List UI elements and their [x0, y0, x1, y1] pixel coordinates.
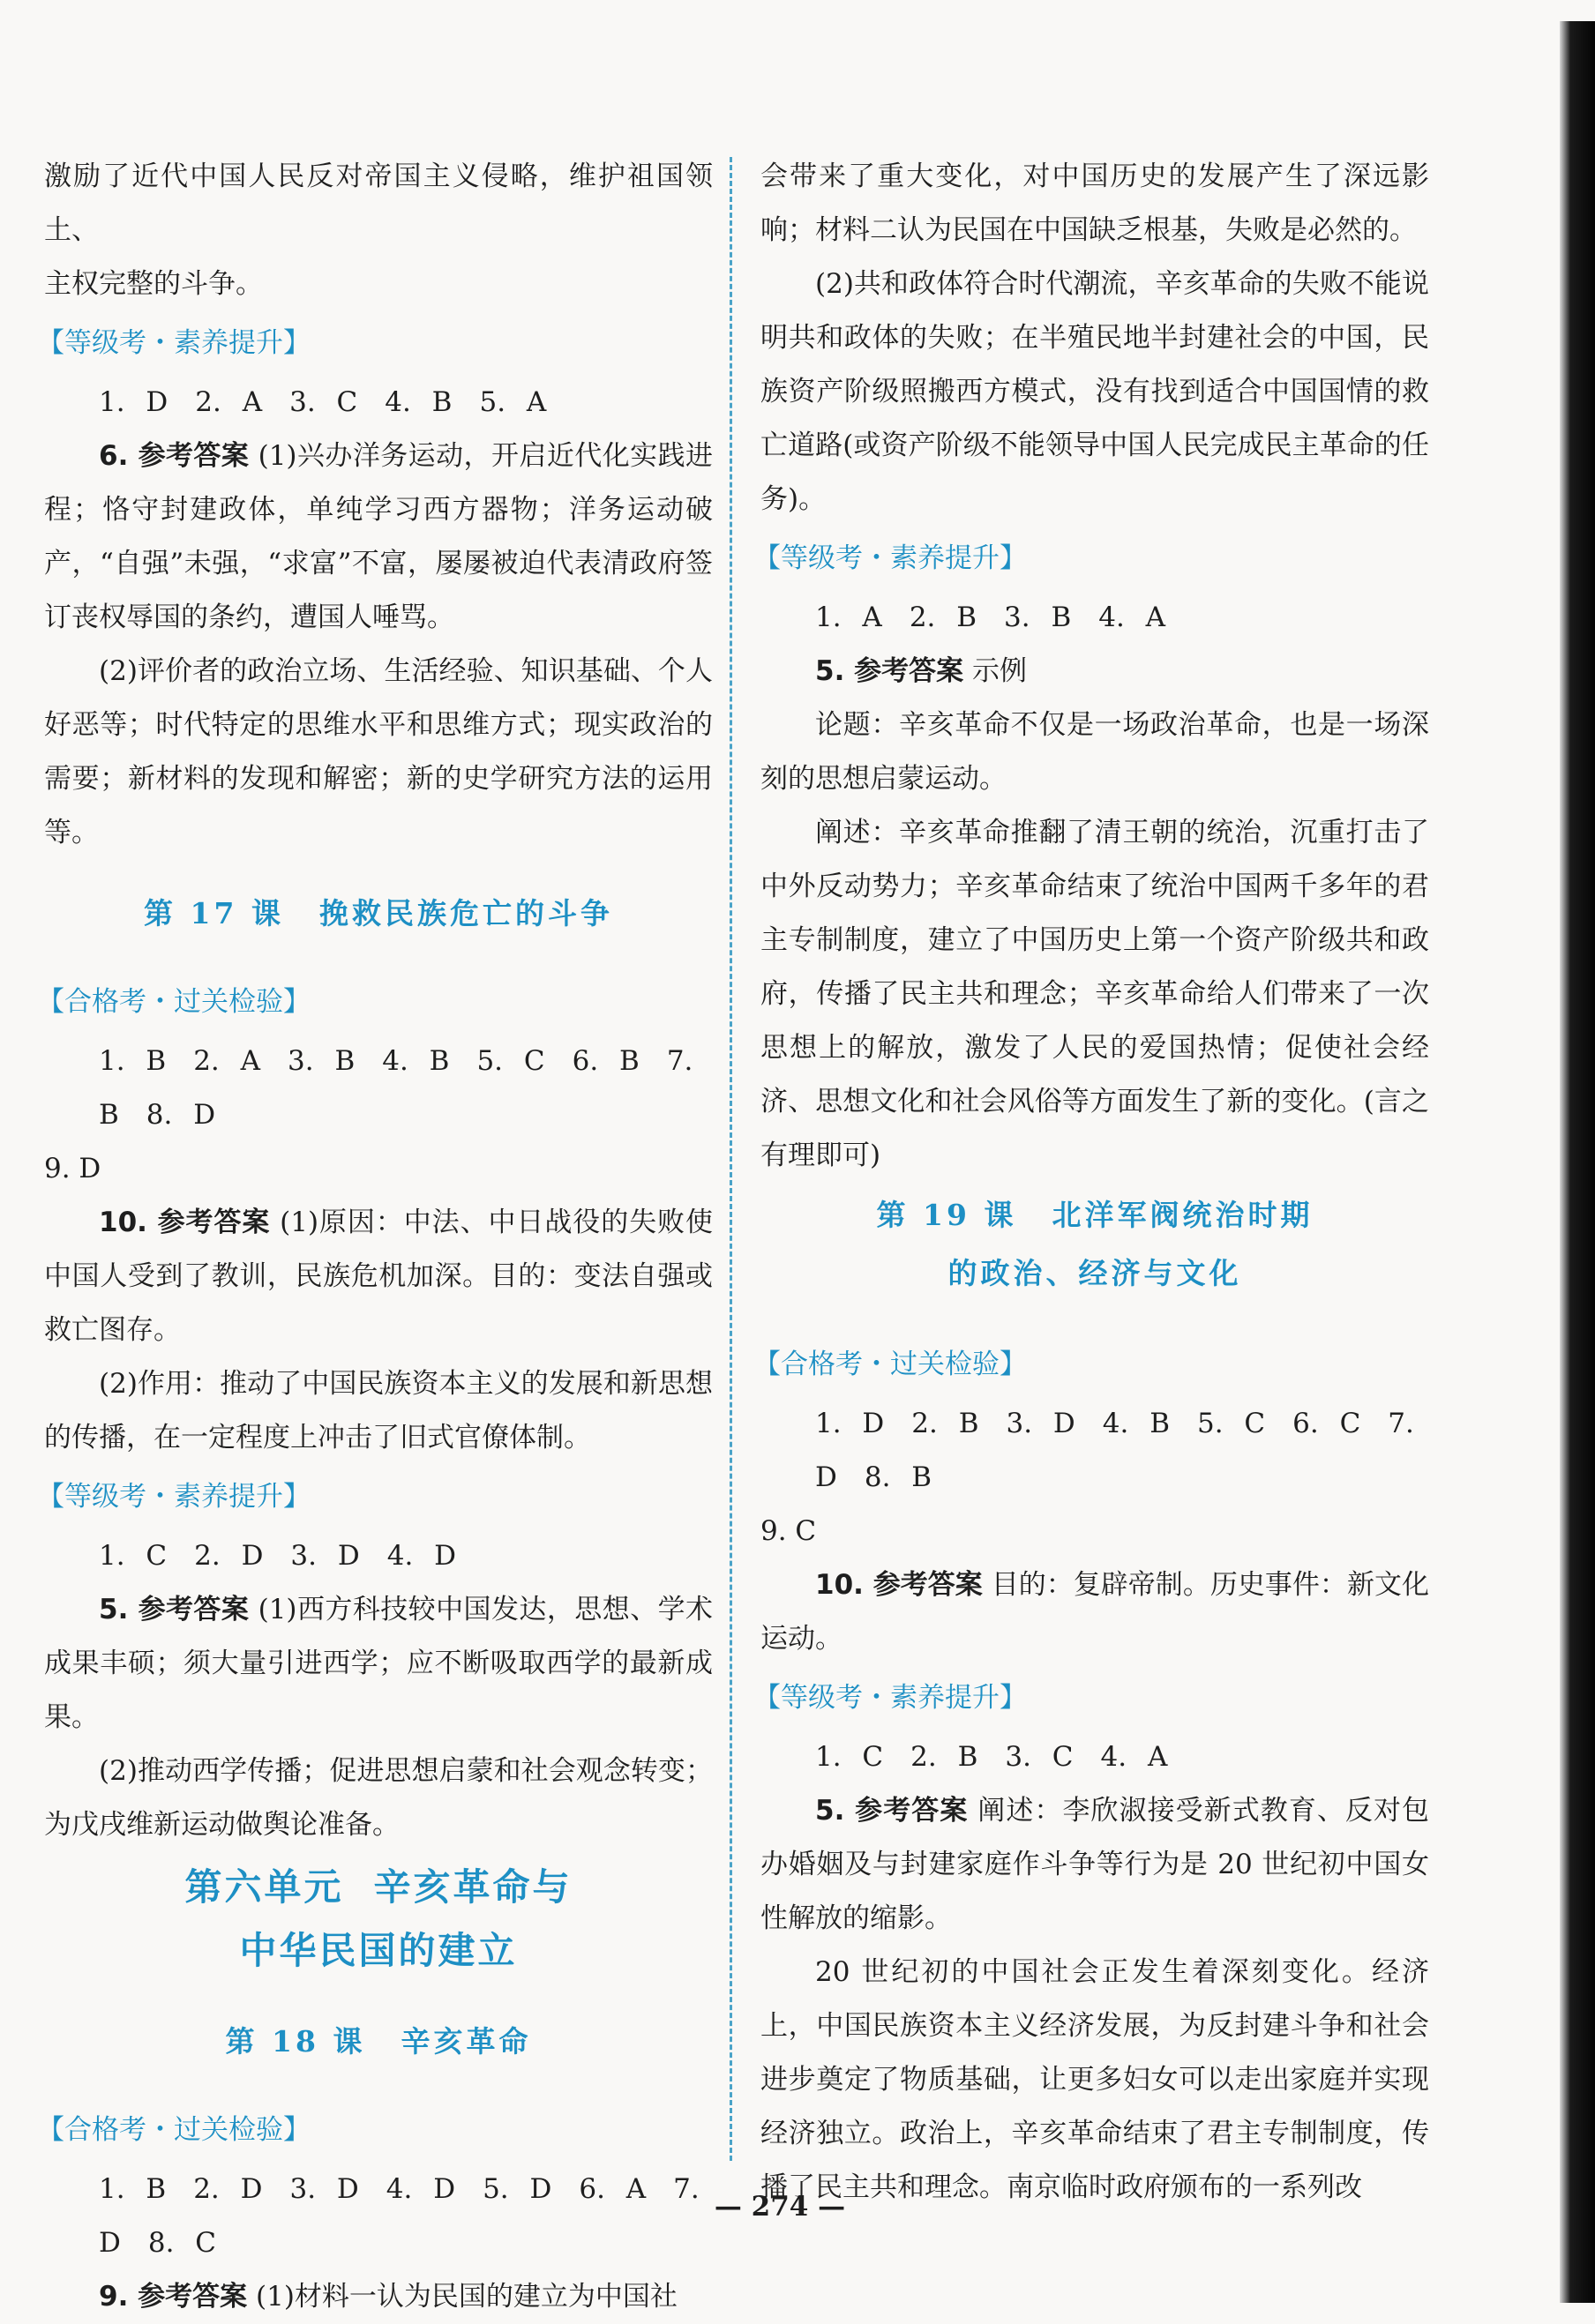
thesis-text: 论题：辛亥革命不仅是一场政治革命，也是一场深刻的思想启蒙运动。: [760, 709, 1429, 795]
q9-answer: 9. 参考答案 (1)材料一认为民国的建立为中国社: [99, 2281, 678, 2313]
section-tag-pass: 【合格考・过关检验】: [37, 2114, 311, 2146]
answer-line: 1. D 2. A 3. C 4. B 5. A: [99, 386, 547, 418]
answer-line: 1. C 2. B 3. C 4. A: [815, 1741, 1168, 1773]
scan-edge-shadow: [1560, 21, 1595, 2303]
answer-line-cont: 9. D: [44, 1153, 101, 1184]
answer-line: 1. C 2. D 3. D 4. D: [99, 1540, 457, 1572]
answer-line: 1. A 2. B 3. B 4. A: [815, 602, 1166, 633]
answer-line: 1. B 2. D 3. D 4. D 5. D 6. A 7. D 8. C: [99, 2173, 700, 2259]
answer-line: 1. D 2. B 3. D 4. B 5. C 6. C 7. D 8. B: [815, 1408, 1414, 1493]
intro-text: 激励了近代中国人民反对帝国主义侵略，维护祖国领土、 主权完整的斗争。: [44, 161, 713, 300]
q5-answer-part2: (2)推动西学传播；促进思想启蒙和社会观念转变；为戊戌维新运动做舆论准备。: [44, 1755, 713, 1841]
section-tag-grade: 【等级考・素养提升】: [37, 327, 311, 359]
answer-line: 1. B 2. A 3. B 4. B 5. C 6. B 7. B 8. D: [99, 1045, 693, 1131]
section-tag-pass: 【合格考・过关检验】: [753, 1349, 1027, 1380]
section-tag-grade: 【等级考・素养提升】: [753, 1682, 1027, 1714]
q10-answer: 10. 参考答案 目的：复辟帝制。历史事件：新文化运动。: [760, 1569, 1429, 1655]
lesson-19-heading: 第 19 课 北洋军阀统治时期 的政治、经济与文化: [876, 1198, 1314, 1290]
q6-answer-part2: (2)评价者的政治立场、生活经验、知识基础、个人好恶等；时代特定的思维水平和思维方式；现实政治的需要；新材料的发现和解密；新的史学研究方法的运用等。: [44, 655, 713, 848]
q5-answer: 5. 参考答案 (1)西方科技较中国发达，思想、学术成果丰硕；须大量引进西学；应不断吸取西学的最新成果。: [44, 1594, 714, 1733]
q9-answer-cont: 会带来了重大变化，对中国历史的发展产生了深远影响；材料二认为民国在中国缺乏根基，失败是必然的。: [760, 161, 1429, 246]
page-number: — 274 —: [714, 2191, 846, 2223]
final-paragraph: 20 世纪初的中国社会正发生着深刻变化。经济上，中国民族资本主义经济发展，为反封建斗争和社会进步奠定了物质基础，让更多妇女可以走出家庭并实现经济独立。政治上，辛亥革命结束了君主专制制度，传播了民主共和理念。南京临时政府颁布的一系列改: [760, 1956, 1429, 2203]
q6-answer: 6. 参考答案 (1)兴办洋务运动，开启近代化实践进程；恪守封建政体，单纯学习西方器物；洋务运动破产，“自强”未强，“求富”不富，屡屡被迫代表清政府签订丧权辱国的条约，遭国人唾骂。: [44, 440, 714, 633]
q9-answer-part2: (2)共和政体符合时代潮流，辛亥革命的失败不能说明共和政体的失败；在半殖民地半封建社会的中国，民族资产阶级照搬西方模式，没有找到适合中国国情的救亡道路(或资产阶级不能领导中国人民完成民主革命的任务)。: [760, 268, 1429, 515]
q10-answer-part2: (2)作用：推动了中国民族资本主义的发展和新思想的传播，在一定程度上冲击了旧式官僚体制。: [44, 1368, 713, 1453]
q10-answer: 10. 参考答案 (1)原因：中法、中日战役的失败使中国人受到了教训，民族危机加深。目的：变法自强或救亡图存。: [44, 1207, 713, 1346]
lesson-18-heading: 第 18 课 辛亥革命: [225, 2024, 532, 2059]
unit-6-heading: 第六单元 辛亥革命与 中华民国的建立: [184, 1865, 573, 1972]
q5-answer: 5. 参考答案 阐述：李欣淑接受新式教育、反对包办婚姻及与封建家庭作斗争等行为是 20 世纪初中国女性解放的缩影。: [760, 1795, 1430, 1934]
section-tag-pass: 【合格考・过关检验】: [37, 986, 311, 1018]
column-divider: [730, 157, 732, 2161]
answer-line-cont: 9. C: [760, 1515, 817, 1547]
q5-answer: 5. 参考答案 示例: [815, 655, 1027, 687]
argument-text: 阐述：辛亥革命推翻了清王朝的统治，沉重打击了中外反动势力；辛亥革命结束了统治中国两千多年的君主专制制度，建立了中国历史上第一个资产阶级共和政府，传播了民主共和理念；辛亥革命给人们带来了一次思想上的解放，激发了人民的爱国热情；促使社会经济、思想文化和社会风俗等方面发生了新的变化。(言之有理即可): [760, 817, 1429, 1171]
lesson-17-heading: 第 17 课 挽救民族危亡的斗争: [144, 896, 613, 930]
section-tag-grade: 【等级考・素养提升】: [753, 542, 1027, 574]
left-column: [37, 150, 714, 2324]
section-tag-grade: 【等级考・素养提升】: [37, 1481, 311, 1513]
